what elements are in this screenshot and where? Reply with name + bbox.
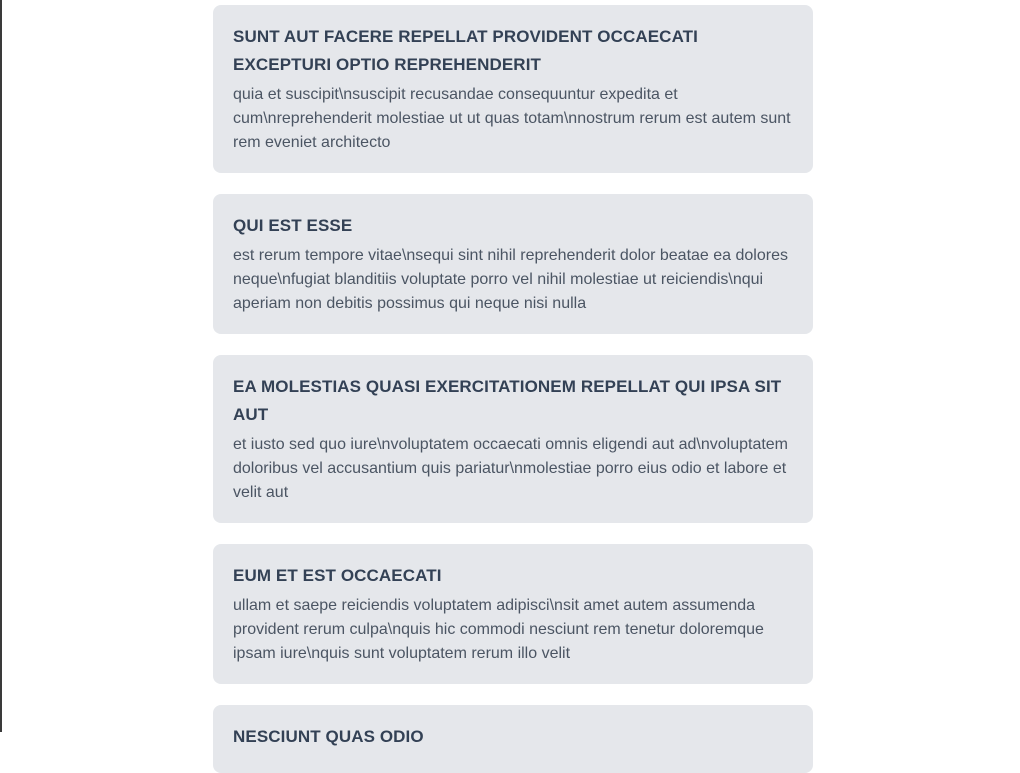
post-title: EA MOLESTIAS QUASI EXERCITATIONEM REPELLAT QUI IPSA SIT AUT <box>233 377 782 424</box>
post-card <box>213 705 813 773</box>
post-body: et iusto sed quo iure\nvoluptatem occaecati omnis eligendi aut ad\nvoluptatem doloribus vel accusantium quis pariatur\nmolestiae porro eius odio et labore et velit aut <box>233 436 789 501</box>
post-title: EUM ET EST OCCAECATI <box>233 566 442 585</box>
post-card <box>213 5 813 173</box>
post-body: quia et suscipit\nsuscipit recusandae consequuntur expedita et cum\nreprehenderit molestiae ut ut quas totam\nnostrum rerum est autem sunt rem eveniet architecto <box>233 86 791 151</box>
post-body: est rerum tempore vitae\nsequi sint nihil reprehenderit dolor beatae ea dolores neque\nfugiat blanditiis voluptate porro vel nihil molestiae ut reiciendis\nqui aperiam non debitis possimus qui neque nisi nulla <box>233 247 788 312</box>
post-card <box>213 544 813 684</box>
post-body: ullam et saepe reiciendis voluptatem adipisci\nsit amet autem assumenda provident rerum culpa\nquis hic commodi nesciunt rem tenetur doloremque ipsam iure\nquis sunt voluptatem rerum illo velit <box>233 597 764 662</box>
post-title: SUNT AUT FACERE REPELLAT PROVIDENT OCCAECATI EXCEPTURI OPTIO REPREHENDERIT <box>233 27 698 74</box>
left-border-line <box>0 0 2 732</box>
posts-list <box>213 5 813 773</box>
post-title: QUI EST ESSE <box>233 216 353 235</box>
post-card <box>213 355 813 523</box>
post-title: NESCIUNT QUAS ODIO <box>233 727 424 746</box>
post-card <box>213 194 813 334</box>
